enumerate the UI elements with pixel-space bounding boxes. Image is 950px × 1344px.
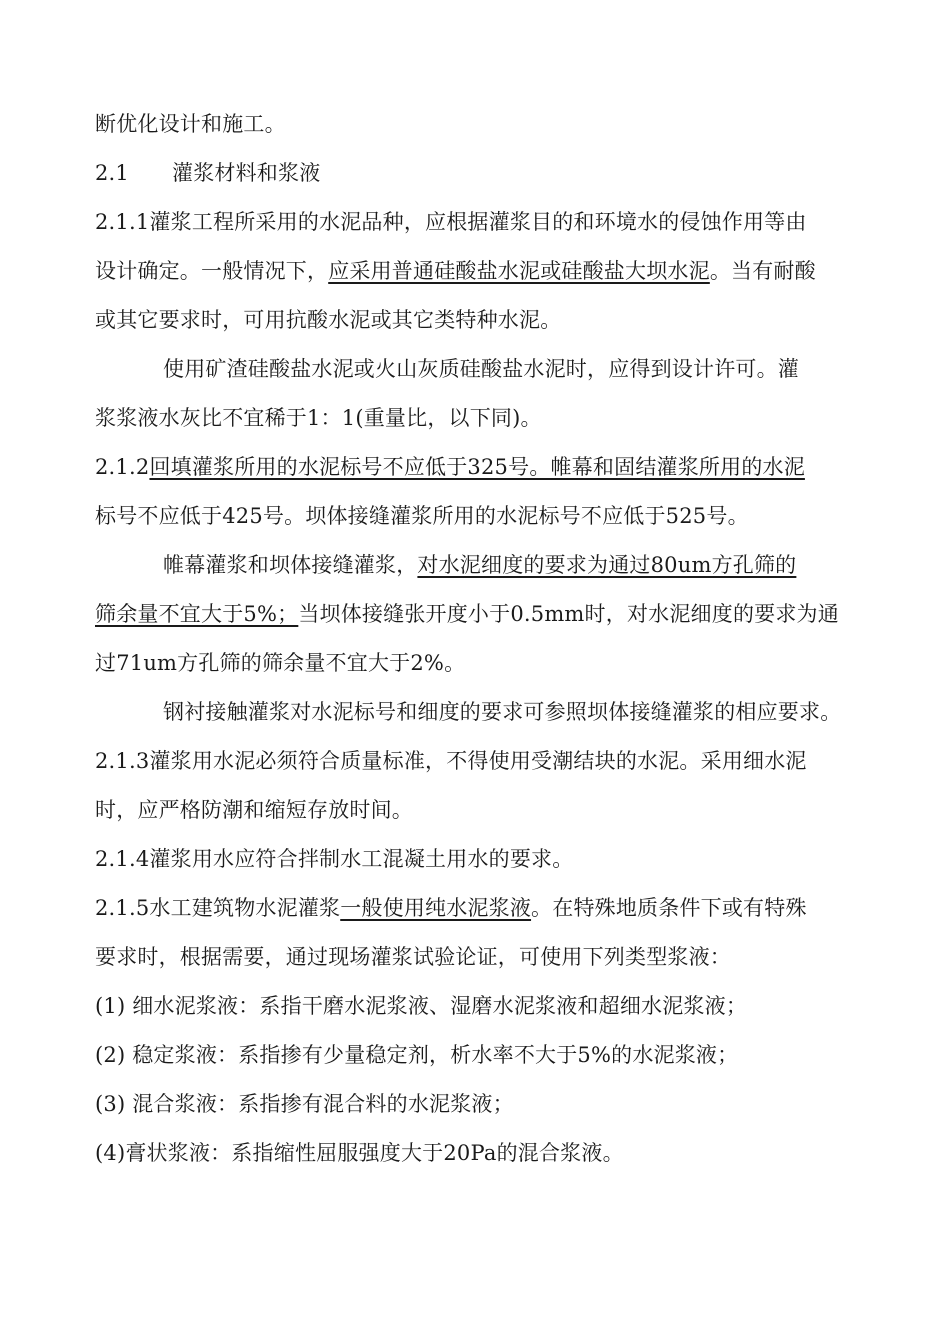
- text-line: 时，应严格防潮和缩短存放时间。: [95, 798, 413, 822]
- underlined-text: 对水泥细度的要求为通过80um方孔筛的: [417, 553, 797, 577]
- text-line: [95, 257, 816, 285]
- text-line: [95, 894, 807, 922]
- text-segment: 。在特殊地质条件下或有特殊: [531, 896, 807, 920]
- underlined-text: 回填灌浆所用的水泥标号不应低于325号。帷幕和固结灌浆所用的水泥: [149, 455, 805, 479]
- text-line: 使用矿渣硅酸盐水泥或火山灰质硅酸盐水泥时，应得到设计许可。灌: [163, 357, 799, 381]
- section-number: 2.1: [95, 161, 129, 185]
- text-line: 2.1.4灌浆用水应符合拌制水工混凝土用水的要求。: [95, 847, 574, 871]
- section-title: 灌浆材料和浆液: [172, 161, 321, 185]
- underlined-text: 应采用普通硅酸盐水泥或硅酸盐大坝水泥: [328, 259, 710, 283]
- list-item: (3) 混合浆液：系指掺有混合料的水泥浆液；: [95, 1092, 514, 1116]
- text-line: [95, 600, 839, 628]
- list-item: (1) 细水泥浆液：系指干磨水泥浆液、湿磨水泥浆液和超细水泥浆液；: [95, 994, 748, 1018]
- list-item: (2) 稳定浆液：系指掺有少量稳定剂，析水率不大于5%的水泥浆液；: [95, 1043, 739, 1067]
- underlined-text: 筛余量不宜大于5%；: [95, 602, 299, 626]
- text-line: 或其它要求时，可用抗酸水泥或其它类特种水泥。: [95, 308, 562, 332]
- list-item: (4)膏状浆液：系指缩性屈服强度大于20Pa的混合浆液。: [95, 1141, 624, 1165]
- text-line: 标号不应低于425号。坝体接缝灌浆所用的水泥标号不应低于525号。: [95, 504, 749, 528]
- text-line: 要求时，根据需要，通过现场灌浆试验论证，可使用下列类型浆液：: [95, 945, 731, 969]
- text-line: [95, 453, 805, 481]
- section-heading: [95, 159, 320, 187]
- underlined-text: 一般使用纯水泥浆液: [340, 896, 532, 920]
- text-line: 浆浆液水灰比不宜稀于1：1(重量比，以下同)。: [95, 406, 542, 430]
- text-segment: 当坝体接缝张开度小于0.5mm时，对水泥细度的要求为通: [298, 602, 839, 626]
- text-line: 钢衬接触灌浆对水泥标号和细度的要求可参照坝体接缝灌浆的相应要求。: [163, 700, 842, 724]
- text-segment: 帷幕灌浆和坝体接缝灌浆，: [163, 553, 418, 577]
- text-segment: 2.1.2: [95, 455, 150, 479]
- text-segment: 设计确定。一般情况下，: [95, 259, 329, 283]
- text-segment: 2.1.5水工建筑物水泥灌浆: [95, 896, 341, 920]
- text-segment: 。当有耐酸: [709, 259, 816, 283]
- text-line: 2.1.1灌浆工程所采用的水泥品种，应根据灌浆目的和环境水的侵蚀作用等由: [95, 210, 807, 234]
- text-line: 过71um方孔筛的筛余量不宜大于2%。: [95, 651, 466, 675]
- text-line: 断优化设计和施工。: [95, 112, 286, 136]
- text-line: [163, 551, 796, 579]
- text-line: 2.1.3灌浆用水泥必须符合质量标准，不得使用受潮结块的水泥。采用细水泥: [95, 749, 807, 773]
